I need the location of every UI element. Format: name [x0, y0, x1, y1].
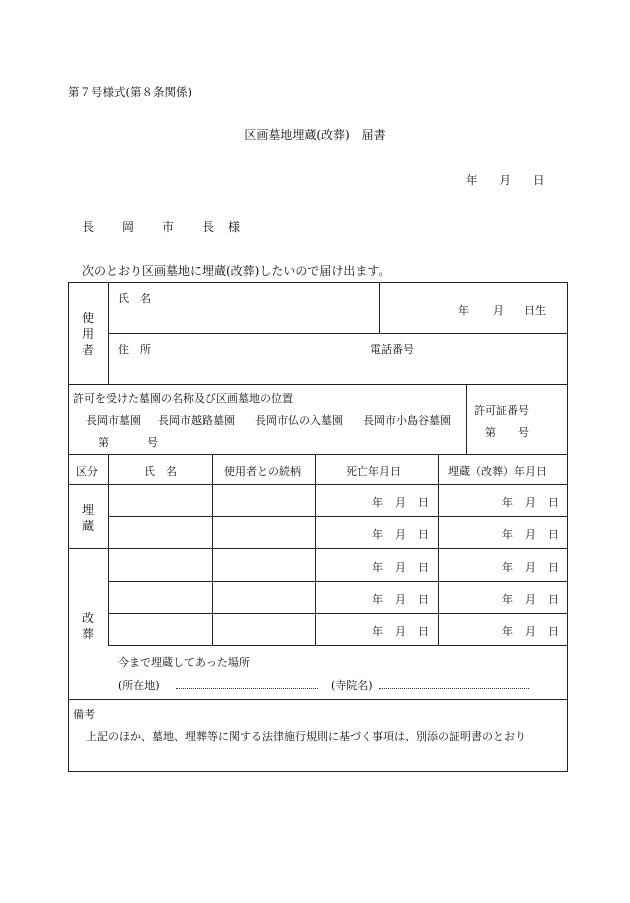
- ymd-month: 月: [525, 561, 536, 574]
- ymd-year: 年: [372, 625, 383, 638]
- death-date-row5[interactable]: [372, 623, 429, 639]
- addressee: [82, 218, 248, 235]
- remarks-label: 備考: [73, 708, 95, 721]
- plot-number[interactable]: [98, 434, 158, 450]
- permit-number[interactable]: [485, 424, 529, 440]
- addressee-honorific: 様: [228, 220, 249, 234]
- ymd-day: 日: [418, 528, 429, 541]
- ymd-month: 月: [525, 625, 536, 638]
- ymd-day: 日: [548, 561, 559, 574]
- location-label: (所在地): [118, 679, 160, 692]
- ymd-year: 年: [502, 496, 513, 509]
- intro-text: 次のとおり区画墓地に埋蔵(改葬)したいので届け出ます。: [82, 264, 391, 278]
- ymd-year: 年: [372, 496, 383, 509]
- permit-number-dai: 第: [485, 426, 496, 439]
- document-title: 区画墓地埋蔵(改葬) 届書: [244, 128, 386, 142]
- user-name-label: 氏 名: [118, 292, 151, 305]
- date-month: 月: [499, 173, 511, 187]
- user-address-label: 住 所: [118, 343, 151, 356]
- relationship-input-row1[interactable]: [214, 486, 313, 514]
- header-death-date: 死亡年月日: [346, 465, 401, 478]
- burial-date-row3[interactable]: [502, 559, 559, 575]
- permit-number-go: 号: [518, 426, 529, 439]
- user-name-input[interactable]: [112, 306, 374, 330]
- temple-label: (寺院名): [331, 679, 373, 692]
- birth-date[interactable]: [458, 302, 546, 318]
- ymd-month: 月: [525, 593, 536, 606]
- ymd-day: 日: [418, 593, 429, 606]
- ymd-day: 日: [418, 496, 429, 509]
- previous-place-label: 今まで埋蔵してあった場所: [118, 656, 250, 669]
- ymd-month: 月: [395, 561, 406, 574]
- submission-date: [466, 172, 545, 188]
- relationship-input-row3[interactable]: [214, 550, 313, 579]
- ymd-year: 年: [372, 561, 383, 574]
- birth-year: 年: [458, 304, 469, 317]
- ymd-day: 日: [418, 561, 429, 574]
- temple-input[interactable]: [379, 688, 529, 689]
- user-address-input[interactable]: [170, 340, 360, 374]
- header-burial-date: 埋蔵（改葬）年月日: [448, 465, 547, 478]
- ymd-year: 年: [502, 528, 513, 541]
- burial-date-row2[interactable]: [502, 526, 559, 542]
- burial-date-row4[interactable]: [502, 591, 559, 607]
- burial-label: 埋蔵: [81, 503, 94, 533]
- date-year: 年: [466, 173, 478, 187]
- relationship-input-row4[interactable]: [214, 583, 313, 611]
- ymd-day: 日: [548, 496, 559, 509]
- burial-date-row5[interactable]: [502, 623, 559, 639]
- ymd-year: 年: [372, 528, 383, 541]
- user-section-label: 使用者: [81, 311, 94, 357]
- death-date-row3[interactable]: [372, 559, 429, 575]
- name-input-row1[interactable]: [110, 486, 210, 514]
- birth-month: 月: [493, 304, 504, 317]
- form-number: 第７号様式(第８条関係): [68, 85, 192, 99]
- cemetery-option-1[interactable]: 長岡市墓園: [86, 414, 141, 427]
- cemetery-option-3[interactable]: 長岡市仏の入墓園: [255, 414, 343, 427]
- relationship-input-row5[interactable]: [214, 615, 313, 643]
- header-name: 氏 名: [144, 465, 177, 478]
- header-category: 区分: [76, 465, 98, 478]
- death-date-row4[interactable]: [372, 591, 429, 607]
- header-relationship: 使用者との続柄: [224, 465, 301, 478]
- ymd-year: 年: [502, 593, 513, 606]
- death-date-row1[interactable]: [372, 494, 429, 510]
- name-input-row3[interactable]: [110, 550, 210, 579]
- ymd-year: 年: [502, 561, 513, 574]
- ymd-year: 年: [502, 625, 513, 638]
- ymd-month: 月: [395, 528, 406, 541]
- phone-input[interactable]: [420, 340, 560, 374]
- ymd-month: 月: [395, 496, 406, 509]
- phone-label: 電話番号: [370, 343, 414, 356]
- death-date-row2[interactable]: [372, 526, 429, 542]
- ymd-day: 日: [418, 625, 429, 638]
- ymd-month: 月: [395, 593, 406, 606]
- name-input-row4[interactable]: [110, 583, 210, 611]
- name-input-row2[interactable]: [110, 518, 210, 546]
- ymd-day: 日: [548, 593, 559, 606]
- ymd-month: 月: [525, 528, 536, 541]
- name-input-row5[interactable]: [110, 615, 210, 643]
- ymd-day: 日: [548, 528, 559, 541]
- relationship-input-row2[interactable]: [214, 518, 313, 546]
- location-input[interactable]: [176, 688, 318, 689]
- addressee-name: 長 岡 市 長: [82, 220, 223, 234]
- cemetery-heading: 許可を受けた墓園の名称及び区画墓地の位置: [73, 392, 293, 405]
- ymd-day: 日: [548, 625, 559, 638]
- date-day: 日: [533, 173, 545, 187]
- burial-date-row1[interactable]: [502, 494, 559, 510]
- birth-day: 日生: [524, 304, 546, 317]
- cemetery-option-4[interactable]: 長岡市小島谷墓園: [363, 414, 451, 427]
- plot-number-dai: 第: [98, 436, 109, 449]
- plot-number-go: 号: [147, 436, 158, 449]
- permit-number-label: 許可証番号: [474, 404, 529, 417]
- ymd-month: 月: [525, 496, 536, 509]
- cemetery-option-2[interactable]: 長岡市越路墓園: [158, 414, 235, 427]
- remarks-text: 上記のほか、墓地、埋葬等に関する法律施行規則に基づく事項は、別添の証明書のとおり: [86, 730, 526, 743]
- ymd-month: 月: [395, 625, 406, 638]
- reburial-label: 改葬: [81, 611, 94, 641]
- ymd-year: 年: [372, 593, 383, 606]
